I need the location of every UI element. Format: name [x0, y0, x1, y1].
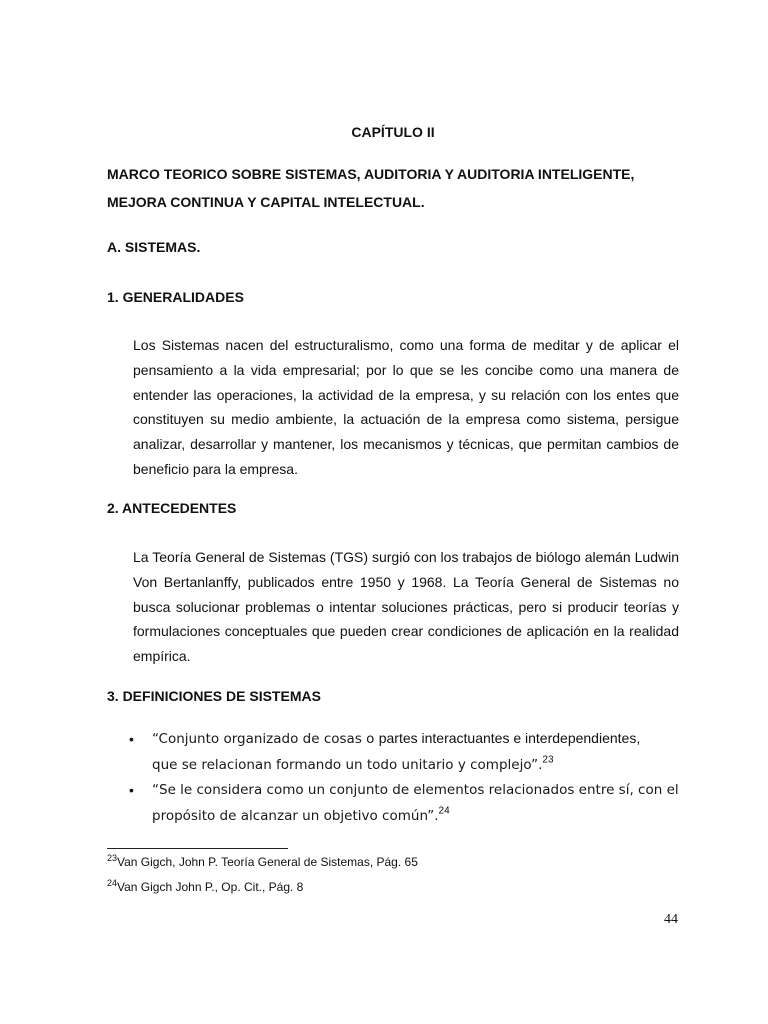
bullet-symbol: • — [129, 731, 134, 747]
footnote-ref-23[interactable]: 23 — [542, 754, 554, 766]
heading-antecedentes: 2. ANTECEDENTES — [107, 500, 237, 516]
footnote-23 — [107, 855, 418, 869]
footnote-number: 23 — [107, 853, 118, 863]
footnote-text: Van Gigch, John P. Teoría General de Sistemas, Pág. 65 — [117, 855, 418, 869]
paragraph-antecedentes: La Teoría General de Sistemas (TGS) surgió con los trabajos de biólogo alemán Ludwin Von Bertanlanffy, publicados entre 1950 y 1968. La Teoría General de Sistemas no busca solucionar problemas o intentar soluciones prácticas, pero si producir teorías y formulaciones conceptuales que pueden crear condiciones de aplicación en la realidad empírica. — [133, 549, 679, 665]
heading-definiciones: 3. DEFINICIONES DE SISTEMAS — [107, 688, 321, 704]
chapter-title-line-2: MEJORA CONTINUA Y CAPITAL INTELECTUAL. — [107, 194, 425, 210]
footnote-24 — [107, 880, 303, 894]
bullet-2-line-2 — [152, 807, 450, 825]
bullet-symbol: • — [129, 782, 134, 798]
bullet-1-line-1 — [152, 730, 640, 748]
chapter-title-line-1: MARCO TEORICO SOBRE SISTEMAS, AUDITORIA Y AUDITORIA INTELIGENTE, — [107, 166, 635, 182]
bullet-1-quote-start: “Conjunto organizado de cosas o — [152, 731, 379, 747]
page-number: 44 — [664, 912, 678, 927]
footnote-text: Van Gigch John P., Op. Cit., Pág. 8 — [117, 880, 304, 894]
footnote-ref-24[interactable]: 24 — [438, 805, 450, 817]
bullet-1-line-2 — [152, 756, 554, 774]
bullet-2-line-1 — [152, 781, 679, 799]
paragraph-generalidades: Los Sistemas nacen del estructuralismo, como una forma de meditar y de aplicar el pensamiento a la vida empresarial; por lo que se les concibe como una manera de entender las operaciones, la actividad de la empresa, y su relación con los entes que constituyen su medio ambiente, la actuación de la empresa como sistema, persigue analizar, desarrollar y mantener, los mecanismos y técnicas, que permitan cambios de beneficio para la empresa. — [133, 337, 679, 477]
bullet-1-quote-continued: partes interactuantes e interdependientes, — [378, 730, 641, 746]
footnote-number: 24 — [107, 878, 118, 888]
heading-generalidades: 1. GENERALIDADES — [107, 289, 244, 305]
bullet-2-quote-start: “Se le considera como un conjunto de elementos relacionados entre sí, con el — [152, 782, 679, 798]
chapter-heading: CAPÍTULO II — [351, 124, 435, 140]
bullet-2-quote-end: propósito de alcanzar un objetivo común”. — [152, 808, 439, 824]
bullet-1-quote-end: que se relacionan formando un todo unitario y complejo”. — [152, 757, 543, 773]
footnote-separator — [107, 848, 288, 849]
section-heading-sistemas: A. SISTEMAS. — [107, 239, 201, 255]
